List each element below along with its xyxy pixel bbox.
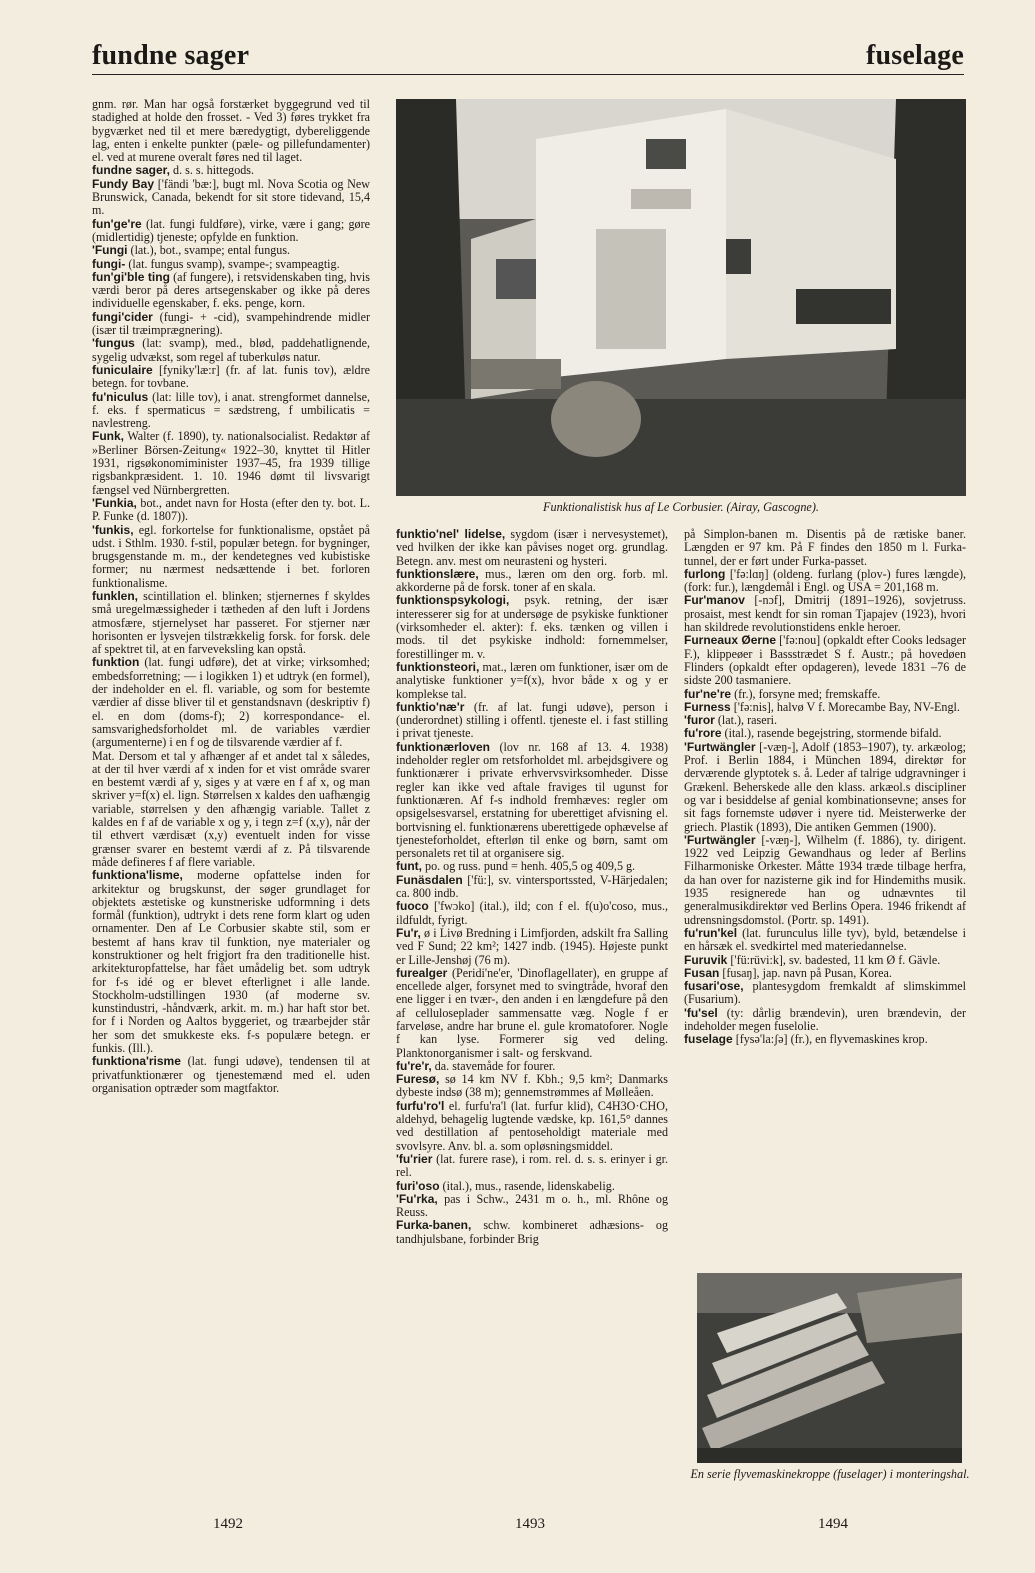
entry-text: ø i Livø Bredning i Limfjorden, adskilt fra Salling ved F Sund; 22 km²; 1427 indb. (1945). Højeste punkt er Lille-Jenshøj (76 m).: [396, 925, 668, 967]
entry-text: [fusaŋ], jap. navn på Pusan, Korea.: [719, 965, 892, 980]
entry-text: (ty: dårlig brændevin), uren brændevin, der indeholder megen fuselolie.: [684, 1005, 966, 1033]
entry-headword: funktionslære,: [396, 566, 479, 581]
entry-text: Walter (f. 1890), ty. nationalsocialist. Redaktør af »Berliner Börsen-Zeitung« 1922–30, knyttet til Hitler 1931, rigsøkonomiminister 1937–45, fra 1939 tillige rigsbankpræsident. 1. 10. 1946 dømt til livsvarigt fængsel ved Nürnbergretten.: [92, 429, 370, 497]
dictionary-entry: [684, 528, 966, 568]
dictionary-entry: [396, 661, 668, 701]
entry-text: (lat.), raseri.: [714, 713, 777, 728]
fuselage-photo: [697, 1273, 962, 1463]
entry-headword: Fundy Bay: [92, 176, 155, 191]
entry-headword: fur'ne're: [684, 686, 732, 701]
dictionary-entry: [684, 594, 966, 634]
entry-headword: funktiona'lisme,: [92, 868, 183, 883]
column-2: [396, 528, 668, 1246]
entry-headword: fu're'r,: [396, 1058, 432, 1073]
dictionary-entry: [92, 869, 370, 1055]
entry-text: (lat. fungi fuldføre), virke, være i gang; gøre (midlertidig) tjeneste; opfylde en funktion.: [92, 216, 370, 244]
dictionary-entry: [684, 1007, 966, 1034]
entry-text: psyk. retning, der især interesserer sig for at undersøge de psykiske funktioner (virksomheder el. akter): f. eks. tænken og villen i mods. til det psykiske indhold: fornemmelser, forestillinger m. v.: [396, 593, 668, 661]
entry-text: sygdom (især i nervesystemet), ved hvilken der ikke kan påvises noget org. grundlag. Betegn. anv. mest om neurasteni og hysteri.: [396, 527, 669, 568]
dictionary-entry: [684, 1033, 966, 1046]
dictionary-entry: [396, 900, 668, 927]
entry-headword: funktio'nel' lidelse,: [396, 527, 506, 541]
entry-headword: fuoco: [396, 899, 429, 914]
entry-headword: 'furor: [684, 713, 715, 728]
dictionary-entry: [684, 834, 966, 927]
dictionary-entry: [92, 656, 370, 749]
dictionary-entry: [684, 927, 966, 954]
entry-headword: 'Fungi: [92, 243, 128, 258]
dictionary-entry: [684, 701, 966, 714]
entry-text: el. furfu'ra'l (lat. furfur klid), C4H3O·CHO, aldehyd, behagelig lugtende vædske, kp. 161,5° dannes ved destillation af pentoseholdigt materiale med svovlsyre. Anv. bl. a. som opløsningsmiddel.: [396, 1098, 668, 1153]
dictionary-entry: [92, 178, 370, 218]
dictionary-entry: [684, 741, 966, 834]
entry-text: mus., læren om den org. forb. ml. akkorderne på de forsk. toner af en skala.: [396, 566, 668, 595]
entry-text: ['fü:], sv. vintersportssted, V-Härjedalen; ca. 800 indb.: [396, 872, 668, 901]
entry-headword: fun'gi'ble ting: [92, 269, 170, 284]
dictionary-entry: [684, 568, 966, 595]
entry-text: (lat. fungi udøve), tendensen til at privatfunktionærer og tjenestemænd med el. uden organisation optræder som magtfaktor.: [92, 1054, 370, 1095]
page-number-1494: 1494: [818, 1516, 848, 1532]
entry-text: scintillation el. blinken; stjernernes f skyldes små uregelmæssigheder i tætheden af den luft i Jordens atmosfære, stjernelyset har passeret. For stjerner nær horisonten er lysvejen tilstrækkelig forsk. for forsk. dele af spektret til, at en farveveksling kan opstå.: [92, 588, 370, 657]
running-header: [92, 38, 964, 75]
entry-text: da. stavemåde for fourer.: [431, 1058, 556, 1073]
entry-text: ['fə:nou] (opkaldt efter Cooks ledsager F.), klippeøer i Bassstrædet S f. Austr.; på hovedøen Flinders (opkaldt efter opdageren), levede 1831 –76 de sidste 200 tasmaniere.: [684, 633, 967, 688]
entry-headword: funktion: [92, 655, 140, 670]
dictionary-entry: [396, 594, 668, 660]
entry-text: pas i Schw., 2431 m o. h., ml. Rhône og Reuss.: [396, 1191, 668, 1220]
entry-headword: Funk,: [92, 429, 124, 444]
entry-text: (lat. furere rase), i rom. rel. d. s. s. erinyer i gr. rel.: [396, 1151, 668, 1180]
entry-headword: funktiona'risme: [92, 1054, 181, 1069]
column-1: [92, 98, 370, 1095]
entry-text: (ital.), mus., rasende, lidenskabelig.: [439, 1178, 615, 1193]
column-3: [684, 528, 966, 1047]
dictionary-entry: [684, 714, 966, 727]
dictionary-entry: [92, 430, 370, 496]
entry-headword: Furesø,: [396, 1072, 440, 1087]
dictionary-entry: [396, 1073, 668, 1100]
dictionary-entry: [396, 1100, 668, 1153]
dictionary-entry: [92, 337, 370, 364]
entry-text: ['fə:nis], halvø V f. Morecambe Bay, NV-Engl.: [730, 699, 960, 714]
entry-headword: Furka-banen,: [396, 1218, 472, 1233]
entry-text: (fungi- + -cid), svampehindrende midler (især til træimprægnering).: [92, 309, 370, 338]
entry-headword: funktionsteori,: [396, 659, 480, 674]
entry-headword: fungi-: [92, 256, 126, 271]
entry-text: (lat: svamp), med., blød, paddehatlignende, sygelig udvækst, som regel af tuberkuløs natur.: [92, 336, 370, 364]
entry-headword: Fur'manov: [684, 593, 745, 608]
entry-headword: 'Furtwängler: [684, 739, 756, 754]
dictionary-entry: [92, 311, 370, 338]
entry-text: moderne opfattelse inden for arkitektur og brugskunst, der søger grundlaget for objektets æstetiske og kunstneriske udformning i dets formål (funktion), udtrykt i dets rene form klart og uden ornamenter. Den af Le Corbusier skabte stil, som er bestemt af hans krav til funktion, nye materialer og konstruktioner og helt frigjort fra den traditionelle hist. arkitekturopfattelse, har fået umådelig bet. som udtryk for f-s idé og er blevet efterlignet i alle lande. Stockholm-udstillingen 1930 (af moderne sv. kunstindustri, -håndværk, arkit. m. m.) har haft stor bet. for f i Norden og Aaltos byggeriet, og træarbejder står her som det smukkeste eks. f-s populære betegn. er funkis. (Ill.).: [92, 868, 370, 1056]
entry-text: bot., andet navn for Hosta (efter den ty. bot. L. P. Funke (d. 1807)).: [92, 495, 370, 524]
entry-headword: funktionærloven: [396, 739, 491, 754]
entry-headword: fun'ge're: [92, 216, 142, 231]
fuselage-photo-caption: En serie flyvemaskinekroppe (fuselager) i monteringshal.: [690, 1467, 970, 1481]
entry-text: (Peridi'ne'er, 'Dinoflagellater), en gruppe af encellede alger, forsynet med to svingtråde, hvoraf den ene ligger i en tvær-, den anden i en længdefure på den af celluloseplader sammensatte væg. Nogle f er farveløse, andre har brune el. gule kromatoforer. Nogle f kan lyse. Formerer sig ved deling. Planktonorganismer i salt- og ferskvand.: [396, 965, 668, 1060]
entry-text: ['fändi 'bæ:], bugt ml. Nova Scotia og New Brunswick, Canada, bekendt for sit store tidevand, 15,4 m.: [92, 176, 370, 218]
dictionary-entry: [396, 1180, 668, 1193]
entry-text: (lat. fungi udføre), det at virke; virksomhed; embedsforretning; — i logikken 1) et udtryk (en formel), der indeholder en el. fl. variable, og som for bestemte værdier af disse bliver til et genstandsnavn (deskriptiv f) el. en dom (doms-f); 2) korrespondance- el. samsvarighedsforholdet ml. de variables værdier (argumenterne) i en f og de tilsvarende værdier af f.: [92, 655, 370, 750]
dictionary-entry: [92, 218, 370, 245]
entry-text: (fr.), forsyne med; fremskaffe.: [731, 686, 881, 701]
dictionary-entry: [92, 497, 370, 524]
entry-headword: furi'oso: [396, 1178, 440, 1193]
dictionary-entry: [396, 967, 668, 1060]
dictionary-entry: [684, 688, 966, 701]
entry-headword: Funäsdalen: [396, 872, 463, 887]
page-number-1492: 1492: [213, 1516, 243, 1532]
entry-text: (fr. af lat. fungi udøve), person i (underordnet) stilling i offentl. tjeneste el. i fast stilling i privat tjeneste.: [396, 699, 668, 741]
entry-headword: furlong: [684, 566, 726, 581]
entry-text: ['fü:rüvi:k], sv. badested, 11 km Ø f. Gävle.: [727, 952, 941, 967]
entry-text: (af fungere), i retsvidenskaben ting, hvis værdi beror på deres artsegenskaber og ikke på deres individuelle egenskaber, f. eks. penge, korn.: [92, 269, 370, 311]
entry-text: (lat. furunculus lille tyv), byld, betændelse i en hårsæk el. svedkirtel med materiedannelse.: [684, 925, 966, 954]
entry-text: [fysə'la:ʃə] (fr.), en flyvemaskines krop.: [732, 1032, 928, 1047]
dictionary-entry: [396, 701, 668, 741]
entry-text: plantesygdom fremkaldt af slimskimmel (Fusarium).: [684, 979, 966, 1007]
dictionary-entry: [684, 727, 966, 740]
corbusier-house-photo: [396, 99, 966, 496]
dictionary-entry: [396, 927, 668, 967]
entry-text: (lat. fungus svamp), svampe-; svampeagtig.: [125, 256, 340, 271]
dictionary-entry: [396, 1060, 668, 1073]
dictionary-entry: [684, 634, 966, 687]
entry-text: ['fwɔko] (ital.), ild; con f el. f(u)o'coso, mus., ildfuldt, fyrigt.: [396, 899, 668, 927]
entry-text: Mat. Dersom et tal y afhænger af et andet tal x således, at der til hver værdi af x inden for et vist område svarer en bestemt værdi af y, siges y at være en f af x, og man skriver y=f(x) el. lign. Størrelsen x kaldes den uafhængig variable, størrelsen y den afhængig variable. Tallet z kaldes en f af de variable x og y, i tegn z=f (x,y), når der til ethvert værdisæt (x,y) eventuelt inden for visse grænser svarer en bestemt værdi af z. På tilsvarende måde defineres f af flere variable.: [92, 748, 370, 869]
dictionary-entry: [92, 750, 370, 870]
entry-headword: fungi'cider: [92, 309, 153, 324]
entry-text: ['fə:lɑŋ] (oldeng. furlang (plov-) fures længde), (fork: fur.), længdemål i Engl. og USA = 201,168 m.: [684, 566, 966, 595]
dictionary-entry: [684, 980, 966, 1007]
entry-text: [-væŋ-], Adolf (1853–1907), ty. arkæolog; Prof. i Berlin 1884, i München 1894, direktør for derværende glyptotek s. å. Leder af talrige udgravninger i Grækenl. Beherskede alle den klass. arkæol.s discipliner og var i besiddelse af genial kombinationsevne; anses for sit fags fornemste udøver i nyere tid. Meisterwerke der griech. Plastik (1893), Die antiken Gemmen (1900).: [684, 739, 966, 834]
entry-text: [-nɔf], Dmitrij (1891–1926), sovjetruss. prosaist, mest kendt for sin roman Tjapajev (1923), hvori han skildrede revolutionstidens enkle heroer.: [684, 593, 966, 635]
entry-headword: furealger: [396, 965, 448, 980]
dictionary-entry: [92, 258, 370, 271]
dictionary-entry: [684, 967, 966, 980]
entry-headword: 'fungus: [92, 336, 135, 351]
dictionary-entry: [396, 874, 668, 901]
dictionary-entry: [92, 271, 370, 311]
entry-text: på Simplon-banen m. Disentis på de rætiske baner. Længden er 97 km. På F findes den 1850 m l. Furka-tunnel, der er ført under Furka-passet.: [684, 527, 966, 568]
dictionary-entry: [396, 1219, 668, 1246]
dictionary-entry: [92, 1055, 370, 1095]
entry-headword: fu'run'kel: [684, 925, 738, 940]
entry-headword: Furness: [684, 699, 731, 714]
entry-headword: funktio'næ'r: [396, 699, 465, 714]
guide-word-left: fundne sager: [92, 40, 250, 71]
entry-headword: funktionspsykologi,: [396, 593, 510, 608]
entry-headword: 'Funkia,: [92, 495, 137, 510]
entry-headword: 'fu'sel: [684, 1005, 718, 1020]
entry-headword: 'funkis,: [92, 522, 134, 537]
dictionary-entry: [92, 590, 370, 656]
entry-headword: funklen,: [92, 588, 139, 603]
dictionary-entry: [92, 364, 370, 391]
dictionary-entry: [396, 568, 668, 595]
entry-headword: funt,: [396, 859, 422, 874]
entry-text: (lov nr. 168 af 13. 4. 1938) indeholder regler om retsforholdet ml. arbejdsgivere og funktionærer i private erhvervsvirksomheder. Disse regler kan ikke ved aftale fraviges til ugunst for funktionæren. Af f-s indhold fremhæves: regler om opsigelsesvarsel, erstatning for uberettiget afvisning el. bortvisning el. funktionærens uberettigede ophævelse af tjenesteforholdet, efterløn til enke og børn, samt om personalets ret til at organisere sig.: [396, 739, 668, 861]
dictionary-entry: [396, 528, 668, 568]
entry-text: (lat.), bot., svampe; ental fungus.: [127, 243, 291, 258]
entry-text: (lat: lille tov), i anat. strengformet dannelse, f. eks. f spermaticus = sædstreng, f umbilicatis = navlestreng.: [92, 389, 370, 431]
dictionary-entry: [684, 954, 966, 967]
entry-headword: 'Fu'rka,: [396, 1191, 438, 1206]
house-photo-caption: Funktionalistisk hus af Le Corbusier. (Airay, Gascogne).: [543, 500, 819, 514]
entry-headword: Fusan: [684, 965, 720, 980]
dictionary-entry: [92, 391, 370, 431]
dictionary-entry: [396, 741, 668, 861]
dictionary-entry: [396, 1153, 668, 1180]
entry-headword: 'fu'rier: [396, 1151, 433, 1166]
entry-text: mat., læren om funktioner, især om de analytiske funktioner y=f(x), hvor både x og y er komplekse tal.: [396, 659, 668, 701]
entry-text: sø 14 km NV f. Kbh.; 9,5 km²; Danmarks dybeste indsø (38 m); gennemstrømmes af Mølleåen.: [396, 1072, 668, 1100]
dictionary-entry: [92, 524, 370, 590]
entry-headword: fuselage: [684, 1032, 733, 1047]
dictionary-entry: [92, 244, 370, 257]
entry-headword: furfu'ro'l: [396, 1098, 445, 1113]
entry-headword: fundne sager,: [92, 163, 171, 178]
entry-headword: Furuvik: [684, 952, 728, 967]
entry-headword: 'Furtwängler: [684, 832, 756, 847]
entry-headword: fusari'ose,: [684, 979, 744, 994]
entry-headword: funiculaire: [92, 362, 153, 377]
entry-text: [fyniky'læ:r] (fr. af lat. funis tov), ældre betegn. for tovbane.: [92, 362, 370, 391]
entry-text: gnm. rør. Man har også forstærket byggegrund ved til stadighed at holde den frosset. - Ved 3) føres trykket fra bygværket ned til et mere bæredygtigt, dybereliggende lag, enten i enkelte punkter (pæle- og pillefundamenter) el. ved at murene overalt føres ned til laget.: [92, 97, 370, 165]
entry-headword: Fu'r,: [396, 925, 421, 940]
entry-text: [-væŋ-], Wilhelm (f. 1886), ty. dirigent. 1922 ved Leipzig Gewandhaus og leder af Berlins Filharmoniske Orkester. Måtte 1934 træde tilbage herfra, da han over for nazisterne gik ind for Hindemiths musik. 1935 resignerede han og udnævntes til generalmusikdirektør ved Berlins Opera. 1946 frikendt af udrensningsdomstol. (Portr. sp. 1491).: [684, 832, 966, 927]
entry-text: po. og russ. pund = henh. 405,5 og 409,5 g.: [422, 859, 636, 874]
dictionary-entry: [396, 860, 668, 873]
entry-text: d. s. s. hittegods.: [170, 163, 255, 178]
guide-word-right: fuselage: [865, 40, 964, 71]
entry-text: (ital.), rasende begejstring, stormende bifald.: [721, 726, 942, 741]
dictionary-entry: [92, 164, 370, 177]
entry-text: egl. forkortelse for funktionalisme, opstået på udst. i Sthlm. 1930. f-stil, populær betegn. for bygninger, brugsgenstande m. m., der kendetegnes ved kubistiske former; nu nærmest nedsættende i bet. forloren funktionalisme.: [92, 522, 370, 590]
page-number-1493: 1493: [515, 1516, 545, 1532]
entry-headword: fu'rore: [684, 726, 722, 741]
dictionary-entry: [396, 1193, 668, 1220]
entry-headword: Furneaux Øerne: [684, 633, 777, 648]
dictionary-entry: [92, 98, 370, 164]
entry-headword: fu'niculus: [92, 389, 149, 404]
entry-text: schw. kombineret adhæsions- og tandhjulsbane, forbinder Brig: [396, 1218, 668, 1246]
